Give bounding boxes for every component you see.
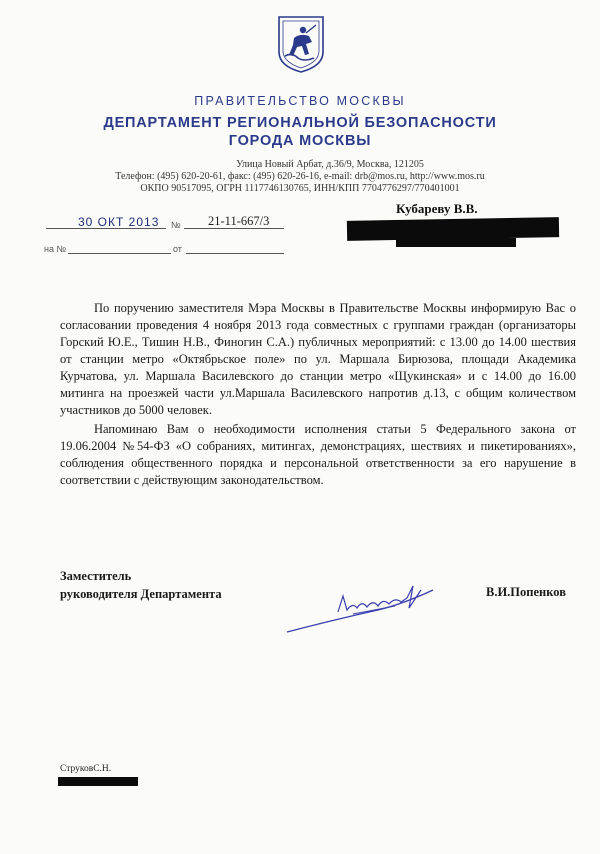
executor-name: СтруковС.Н. [60, 764, 112, 774]
addressee-name: Кубареву В.В. [396, 201, 478, 216]
signatory-name: В.И.Попенков [486, 585, 566, 599]
address: Улица Новый Арбат, д.36/9, Москва, 121205 [236, 159, 424, 170]
in-reply-label: на № [44, 244, 67, 254]
handwritten-signature-icon [283, 580, 453, 640]
department-title-line2: ГОРОДА МОСКВЫ [228, 133, 372, 149]
in-reply-line [68, 253, 171, 254]
from-line [186, 253, 284, 254]
number-label: № [171, 220, 181, 230]
moscow-coat-of-arms-icon [276, 14, 326, 74]
from-label: от [173, 244, 182, 254]
phones: Телефон: (495) 620-20-61, факс: (495) 620-26-16, e-mail: drb@mos.ru, http://www.mos.ru [115, 171, 485, 182]
government-title: ПРАВИТЕЛЬСТВО МОСКВЫ [194, 94, 406, 108]
body-paragraph-1: По поручению заместителя Мэра Москвы в Правительстве Москвы информирую Вас о согласовании проведения 4 ноября 2013 года совместных с группами граждан (организаторы Горский Ю.Е., Тишин Н.В., Финогин С.А.) публичных мероприятий: с 13.00 до 14.00 шествия от станции метро «Октябрьское поле» по ул. Маршала Бирюзова, площади Академика Курчатова, ул. Маршала Василевского до станции метро «Щукинская» и с 14.00 до 16.00 митинга на проезжей части ул.Маршала Василевского напротив д.13, с общим количеством участников до 5000 человек. [60, 301, 576, 417]
date-stamp: 30 ОКТ 2013 [78, 215, 160, 229]
department-title-line1: ДЕПАРТАМЕНТ РЕГИОНАЛЬНОЙ БЕЗОПАСНОСТИ [103, 115, 497, 131]
position-line-1: Заместитель [60, 569, 132, 583]
registration-number: 21-11-667/3 [208, 214, 270, 228]
position-line-2: руководителя Департамента [60, 587, 222, 601]
registry-codes: ОКПО 90517095, ОГРН 1117746130765, ИНН/КПП 7704776297/770401001 [140, 183, 460, 194]
body-paragraph-2: Напоминаю Вам о необходимости исполнения статьи 5 Федерального закона от 19.06.2004 №54-ФЗ «О собраниях, митингах, демонстрациях, шествиях и пикетированиях», соблюдения общественного порядка и персональной ответственности за его нарушение в соответствии с действующим законодательством. [60, 422, 576, 487]
redacted-executor-phone [58, 777, 138, 786]
redacted-address-2 [396, 238, 516, 247]
signatory-position [60, 567, 222, 603]
letter-body [60, 300, 576, 491]
